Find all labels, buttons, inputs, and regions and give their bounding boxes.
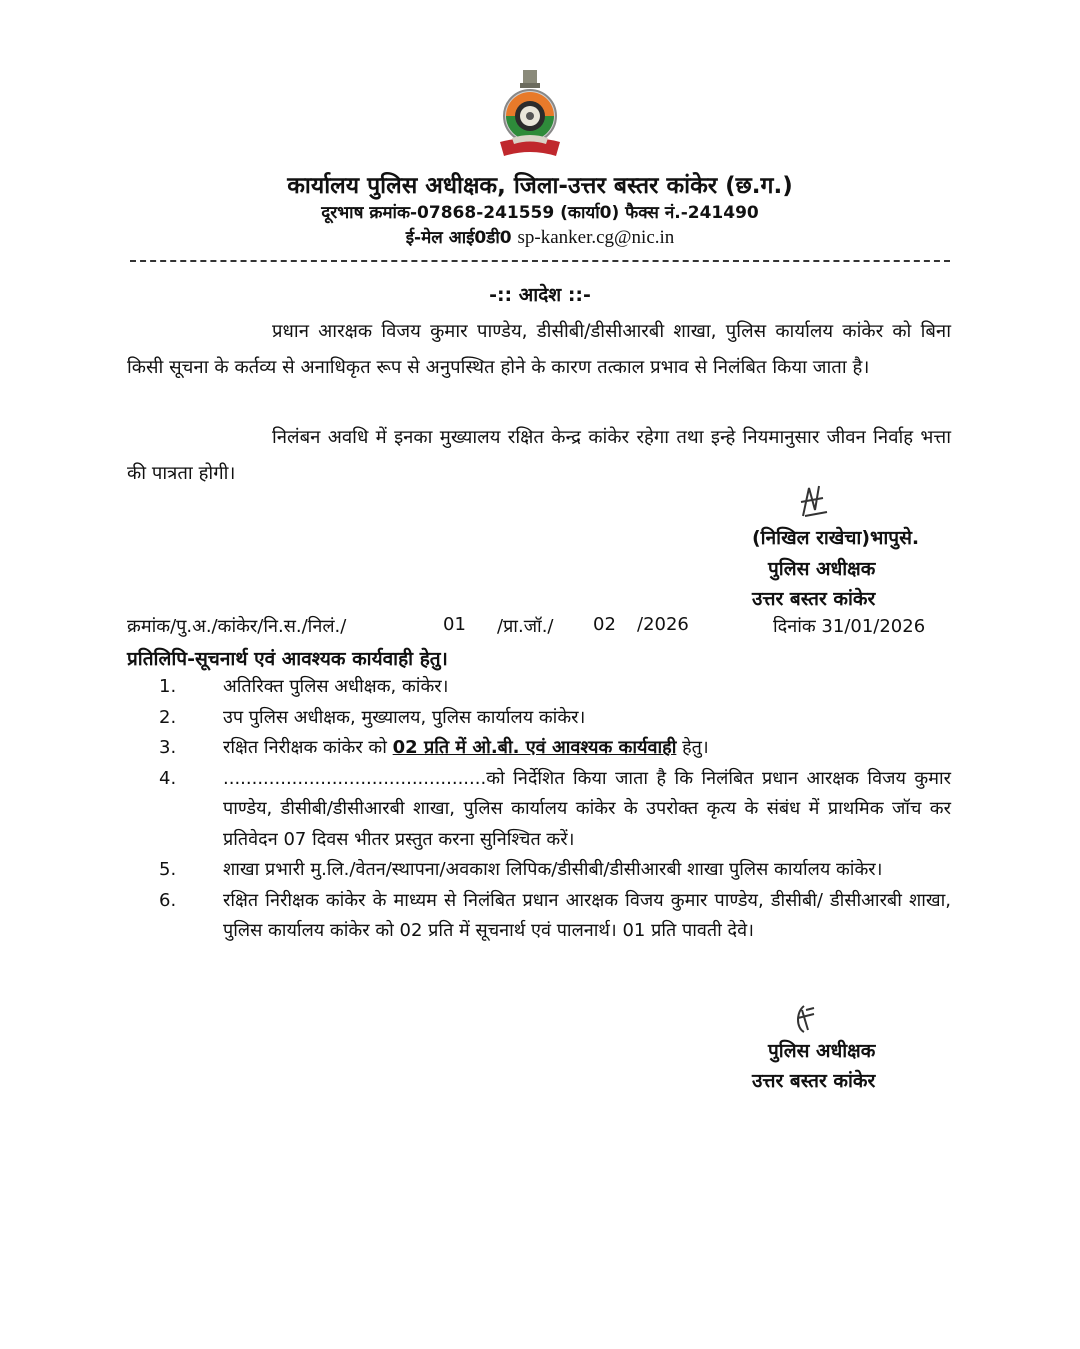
police-emblem-icon [470, 68, 590, 168]
signatory-name: (निखिल राखेचा)भापुसे. [752, 527, 920, 549]
order-paragraph-1: प्रधान आरक्षक विजय कुमार पाण्डेय, डीसीबी/डीसीआरबी शाखा, पुलिस कार्यालय कांकेर को बिना किसी सूचना के कर्तव्य से अनाधिकृत रूप से अनुपस्थित होने के कारण तत्काल प्रभाव से निलंबित किया जाता है। [127, 321, 951, 378]
item-text-after: हेतु। [682, 737, 709, 758]
phone-fax-line: दूरभाष क्रमांक-07868-241559 (कार्या0) फैक्स नं.-241490 [321, 203, 759, 223]
item-number: 3. [159, 737, 177, 758]
item-number: 4. [159, 767, 177, 789]
signatory-2-location: उत्तर बस्तर कांकेर [752, 1070, 876, 1092]
item-text: ..............................................को निर्देशित किया जाता है कि निलंबित प्रधान आरक्षक विजय कुमार पाण्डेय, डीसीबी/डीसीआरबी शाखा, पुलिस कार्यालय कांकेर के उपरोक्त कृत्य के संबंध में प्राथमिक जॉच कर प्रतिवेदन 07 दिवस भीतर प्रस्तुत करना सुनिश्चित करें। [223, 767, 951, 850]
item-emphasis: 02 प्रति में ओ.बी. एवं आवश्यक कार्यवाही [392, 737, 677, 758]
header-separator [130, 260, 950, 262]
item-text: उप पुलिस अधीक्षक, मुख्यालय, पुलिस कार्यालय कांकेर। [223, 706, 586, 728]
office-title: कार्यालय पुलिस अधीक्षक, जिला-उत्तर बस्तर कांकेर (छ.ग.) [287, 173, 793, 199]
item-text: रक्षित निरीक्षक कांकेर को [223, 737, 387, 758]
item-text: अतिरिक्त पुलिस अधीक्षक, कांकेर। [223, 676, 449, 697]
signatory-designation: पुलिस अधीक्षक [768, 558, 876, 580]
item-text: रक्षित निरीक्षक कांकेर के माध्यम से निलंबित प्रधान आरक्षक विजय कुमार पाण्डेय, डीसीबी/ डीसीआरबी शाखा, पुलिस कार्यालय कांकेर को 02 प्रति में सूचनार्थ एवं पालनार्थ। 01 प्रति पावती देवे। [223, 889, 951, 941]
list-item [127, 886, 951, 947]
item-number: 5. [159, 859, 177, 880]
copy-list [127, 672, 951, 947]
email-label: ई-मेल आई0डी0 [405, 228, 512, 248]
list-item [127, 703, 951, 734]
reference-year: /2026 [637, 614, 689, 635]
reference-date: दिनांक 31/01/2026 [773, 616, 926, 637]
signatory-location: उत्तर बस्तर कांकेर [752, 588, 876, 610]
signature-icon [792, 1004, 818, 1036]
item-number: 2. [159, 706, 177, 728]
list-item [127, 672, 951, 703]
reference-prefix: क्रमांक/पु.अ./कांकेर/नि.स./निलं./ [127, 616, 347, 637]
reference-middle: /प्रा.जॉ./ [497, 616, 554, 637]
item-number: 1. [159, 676, 177, 697]
item-number: 6. [159, 889, 177, 911]
signature-icon [797, 482, 831, 520]
list-item [127, 855, 951, 886]
reference-number: 01 [443, 614, 466, 635]
copy-heading: प्रतिलिपि-सूचनार्थ एवं आवश्यक कार्यवाही हेतु। [127, 648, 448, 670]
order-paragraph-2: निलंबन अवधि में इनका मुख्यालय रक्षित केन्द्र कांकेर रहेगा तथा इन्हे नियमानुसार जीवन निर्वाह भत्ता की पात्रता होगी। [127, 427, 951, 484]
list-item [127, 764, 951, 856]
item-text: शाखा प्रभारी मु.लि./वेतन/स्थापना/अवकाश लिपिक/डीसीबी/डीसीआरबी शाखा पुलिस कार्यालय कांकेर। [223, 859, 883, 880]
list-item [127, 733, 951, 764]
email-line [0, 225, 1080, 249]
email-address: sp-kanker.cg@nic.in [517, 227, 675, 248]
order-title: -:: आदेश ::- [489, 284, 591, 306]
signatory-2-designation: पुलिस अधीक्षक [768, 1040, 876, 1062]
reference-number-2: 02 [593, 614, 616, 635]
